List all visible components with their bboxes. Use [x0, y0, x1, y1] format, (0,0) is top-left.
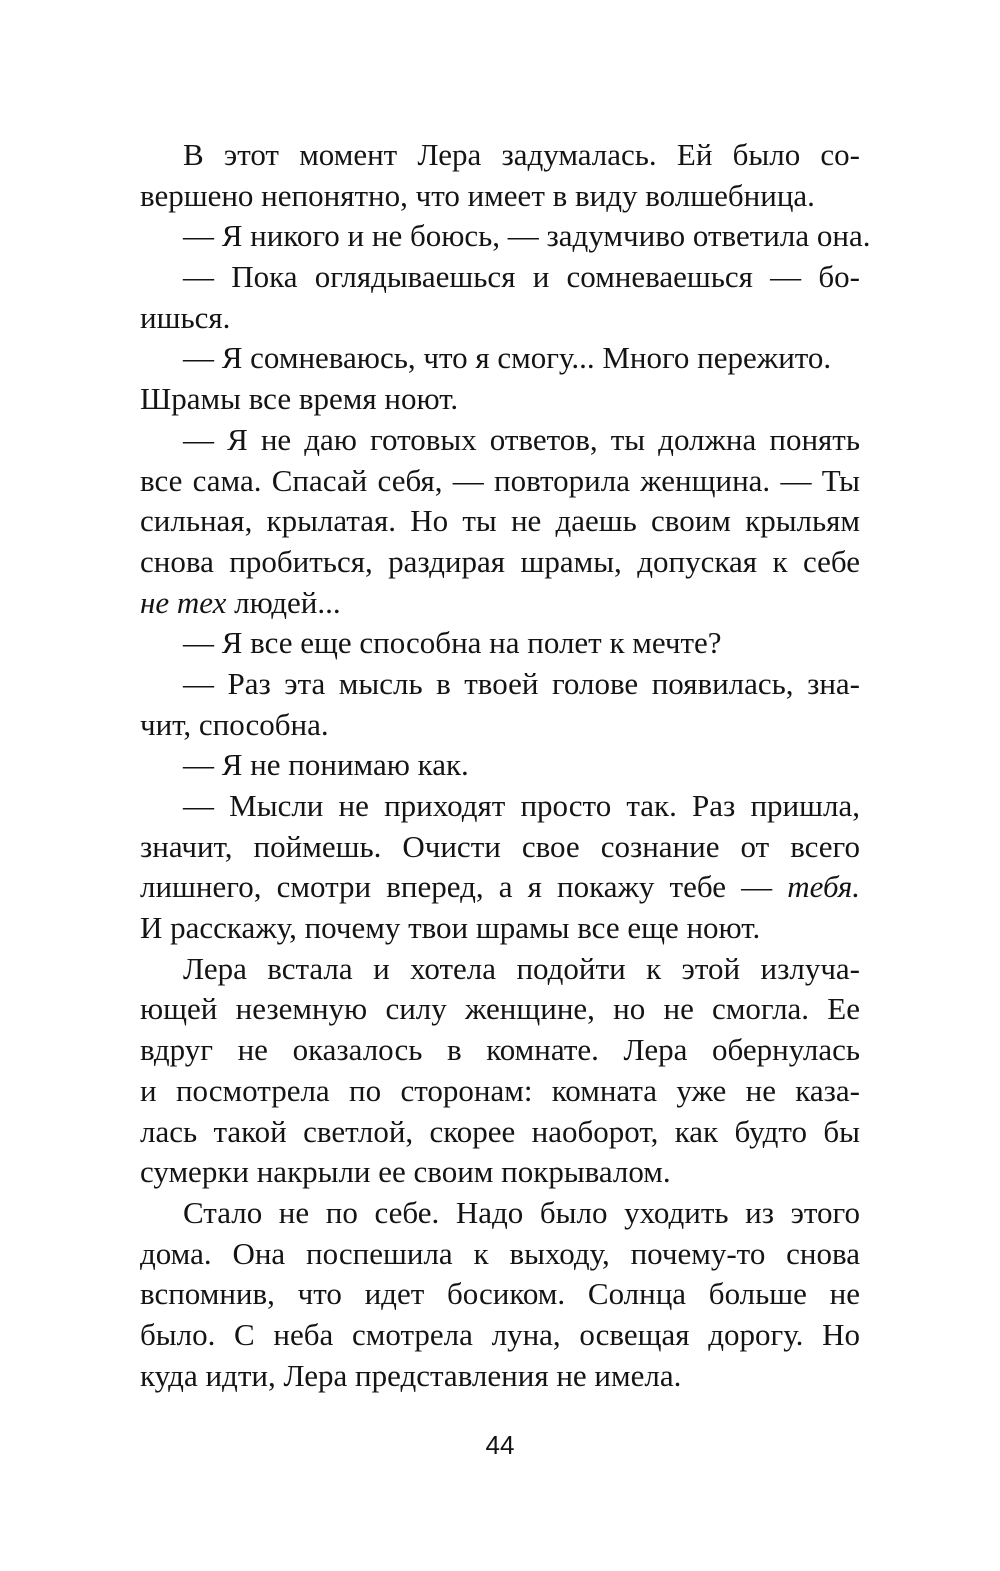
text-line: и посмотрела по сторонам: комната уже не каза-	[140, 1072, 860, 1108]
text-line: чит, способна.	[140, 706, 329, 742]
text-line: Лера встала и хотела подойти к этой излуча-	[183, 950, 860, 986]
text-line: сильная, крылатая. Но ты не даешь своим крыльям	[140, 503, 860, 539]
italic-emphasis: не тех	[140, 584, 227, 620]
text-line: — Мысли не приходят просто так. Раз пришла,	[183, 788, 860, 823]
text-line: — Я никого и не боюсь, — задумчиво ответила она.	[183, 218, 871, 254]
text-line: все сама. Спасай себя, — повторила женщина. — Ты	[140, 462, 860, 498]
text-line: ишься.	[140, 299, 231, 335]
page-number: 44	[485, 1430, 515, 1460]
text-line: — Я не даю готовых ответов, ты должна понять	[183, 421, 860, 457]
text-run: лишнего, смотри вперед, а я покажу тебе —	[140, 869, 788, 905]
text-line: вспомнив, что идет босиком. Солнца больше не	[140, 1276, 860, 1312]
text-line: Стало не по себе. Надо было уходить из этого	[183, 1194, 860, 1230]
text-line	[140, 867, 860, 908]
text-line: дома. Она поспешила к выходу, почему-то снова	[140, 1235, 860, 1271]
text-line: — Я сомневаюсь, что я смогу... Много пережито.	[183, 340, 832, 376]
text-line: Шрамы все время ноют.	[140, 381, 459, 417]
text-line: В этот момент Лера задумалась. Ей было со-	[183, 137, 860, 172]
text-line	[140, 583, 860, 624]
text-line: — Я все еще способна на полет к мечте?	[183, 625, 722, 661]
text-run: людей...	[226, 584, 341, 620]
text-line: было. С неба смотрела луна, освещая дорогу. Но	[140, 1316, 860, 1352]
text-line: куда идти, Лера представления не имела.	[140, 1357, 682, 1393]
text-line: — Пока оглядываешься и сомневаешься — бо-	[183, 259, 860, 295]
text-line: снова пробиться, раздирая шрамы, допуская к себе	[140, 543, 860, 579]
text-line: лась такой светлой, скорее наоборот, как будто бы	[140, 1113, 860, 1149]
text-line: сумерки накрыли ее своим покрывалом.	[140, 1154, 671, 1190]
italic-emphasis: тебя.	[787, 869, 860, 905]
body-text	[140, 135, 871, 1396]
text-line: И расскажу, почему твои шрамы все еще ноют.	[140, 910, 761, 946]
text-line: ющей неземную силу женщине, но не смогла. Ее	[140, 991, 860, 1027]
text-line: вдруг не оказалось в комнате. Лера обернулась	[140, 1032, 860, 1068]
text-line: — Раз эта мысль в твоей голове появилась, зна-	[183, 665, 860, 701]
text-line: значит, поймешь. Очисти свое сознание от всего	[140, 828, 860, 864]
text-line: вершено непонятно, что имеет в виду волшебница.	[140, 177, 815, 213]
text-line: — Я не понимаю как.	[183, 747, 469, 783]
